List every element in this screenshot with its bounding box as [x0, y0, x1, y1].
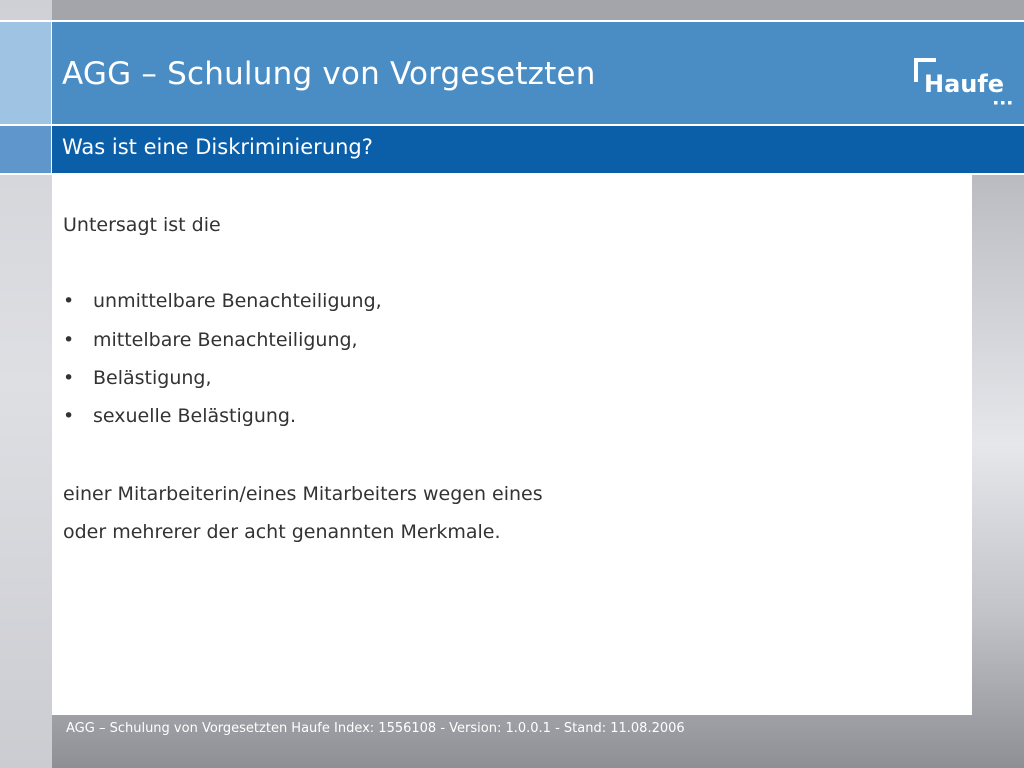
bullet-text: mittelbare Benachteiligung,: [93, 329, 358, 351]
bullet-text: Belästigung,: [93, 367, 212, 389]
bullet-item: [63, 405, 296, 427]
bullet-icon: •: [63, 290, 75, 312]
title-bar-left-cell: [0, 22, 52, 124]
bullet-item: [63, 329, 358, 351]
subtitle-bar-left-cell: [0, 126, 52, 173]
outro-line: oder mehrerer der acht genannten Merkmale.: [63, 521, 501, 543]
slide-subtitle: Was ist eine Diskriminierung?: [62, 135, 373, 159]
bullet-icon: •: [63, 367, 75, 389]
slide-title: AGG – Schulung von Vorgesetzten: [62, 56, 596, 92]
top-decorative-band: [52, 0, 1024, 20]
svg-text:Haufe: Haufe: [924, 70, 1005, 98]
intro-text: Untersagt ist die: [63, 214, 221, 236]
subtitle-bar: [0, 126, 1024, 175]
bullet-text: unmittelbare Benachteiligung,: [93, 290, 382, 312]
bullet-text: sexuelle Belästigung.: [93, 405, 297, 427]
slide-content: [52, 175, 972, 715]
outro-line: einer Mitarbeiterin/eines Mitarbeiters wegen eines: [63, 483, 543, 505]
bullet-item: [63, 290, 382, 312]
footer-text: AGG – Schulung von Vorgesetzten Haufe Index: 1556108 - Version: 1.0.0.1 - Stand: 11.08.2006: [66, 721, 685, 736]
bullet-icon: •: [63, 405, 75, 427]
haufe-logo: [914, 58, 1018, 124]
bullet-item: [63, 367, 212, 389]
title-bar: [0, 20, 1024, 126]
bullet-icon: •: [63, 329, 75, 351]
